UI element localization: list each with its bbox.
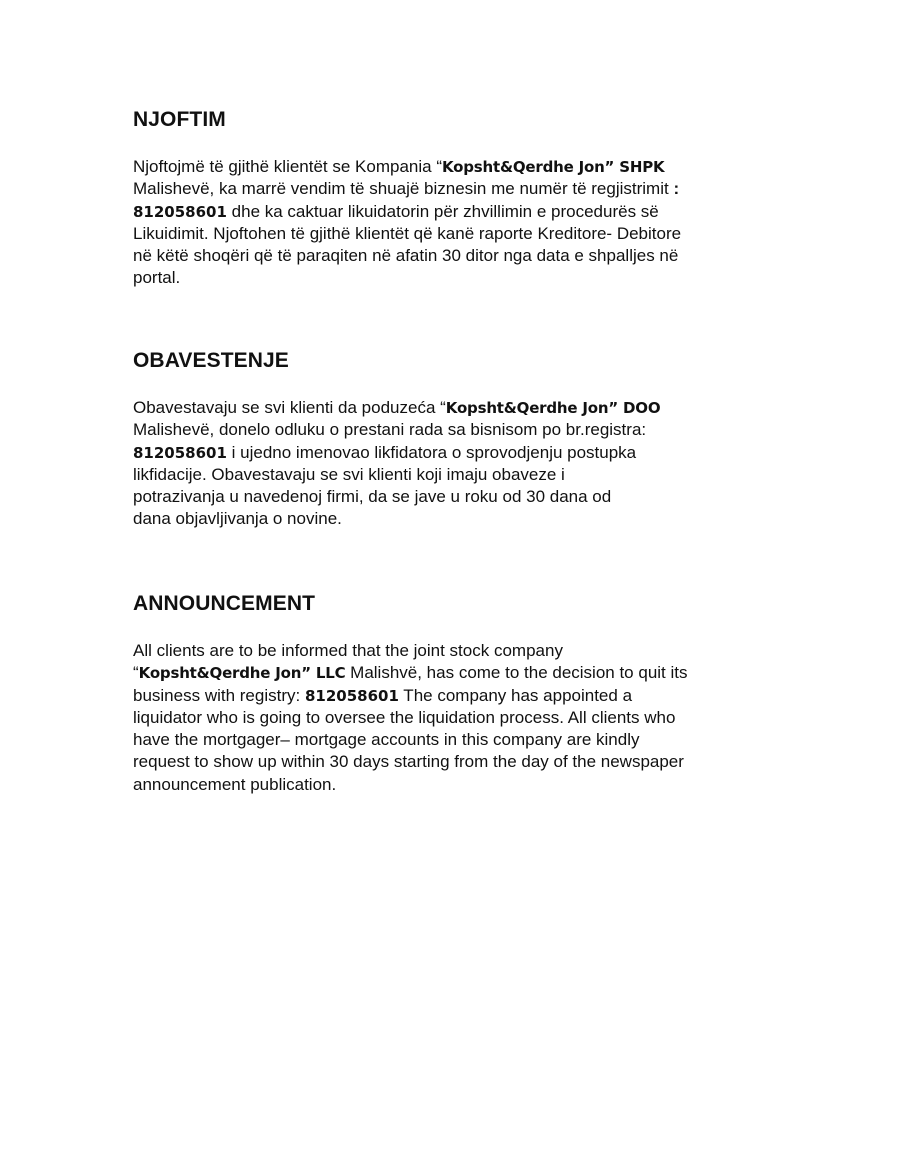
albanian-line-2-colon: : (673, 179, 680, 199)
albanian-line-2-text: Malishevë, ka marrë vendim të shuajë biznesin me numër të regjistrimit (133, 179, 674, 199)
english-line-2-quote: “ (133, 663, 139, 683)
english-line-3-text-b: The company has appointed a (398, 685, 633, 705)
registration-number: 812058601 (133, 202, 227, 221)
english-line-1: All clients are to be informed that the joint stock company (133, 641, 563, 660)
company-name: Kopsht&Qerdhe Jon” LLC (138, 664, 346, 683)
serbian-line-6: dana objavljivanja o novine. (133, 509, 342, 529)
serbian-line-2: Malishevë, donelo odluku o prestani rada sa bisnisom po br.registra: (133, 420, 647, 440)
english-line-5: have the mortgager– mortgage accounts in this company are kindly (133, 730, 640, 750)
english-heading: ANNOUNCEMENT (133, 592, 316, 615)
albanian-line-3 (133, 201, 773, 223)
company-name: Kopsht&Qerdhe Jon” DOO (445, 399, 661, 417)
albanian-line-2 (133, 178, 773, 200)
registration-number: 812058601 (304, 686, 399, 705)
albanian-line-5: në këtë shoqëri që të paraqiten në afatin 30 ditor nga data e shpalljes në (133, 246, 679, 266)
serbian-line-4: likfidacije. Obavestavaju se svi klienti koji imaju obaveze i (133, 464, 565, 484)
english-line-3 (133, 685, 773, 707)
english-paragraph (133, 640, 773, 796)
serbian-notice-section (133, 349, 773, 531)
company-name: Kopsht&Qerdhe Jon” SHPK (442, 158, 665, 176)
albanian-line-4: Likuidimit. Njoftohen të gjithë klientët që kanë raporte Kreditore- Debitore (133, 223, 682, 243)
albanian-notice-section (133, 108, 773, 290)
serbian-heading: OBAVESTENJE (133, 349, 289, 372)
serbian-paragraph (133, 397, 773, 531)
english-line-4: liquidator who is going to oversee the liquidation process. All clients who (133, 707, 676, 727)
english-line-2 (133, 662, 773, 684)
albanian-heading: NJOFTIM (133, 108, 226, 131)
serbian-line-5: potrazivanja u navedenoj firmi, da se jave u roku od 30 dana od (133, 487, 612, 507)
albanian-line-1 (133, 156, 773, 178)
albanian-line-1-text: Njoftojmë të gjithë klientët se Kompania “ (133, 157, 442, 176)
albanian-line-3-text: dhe ka caktuar likuidatorin për zhvillimin e procedurës së (226, 201, 659, 221)
english-line-6: request to show up within 30 days starting from the day of the newspaper (133, 752, 684, 772)
english-notice-section (133, 592, 773, 796)
english-line-2-text: Malishvë, has come to the decision to quit its (345, 663, 688, 683)
serbian-line-1 (133, 397, 773, 419)
registration-number: 812058601 (133, 443, 227, 462)
albanian-paragraph (133, 156, 773, 290)
serbian-line-1-text: Obavestavaju se svi klienti da poduzeća “ (133, 398, 446, 417)
albanian-line-6: portal. (133, 268, 181, 288)
serbian-line-3-text: i ujedno imenovao likfidatora o sprovodjenju postupka (226, 442, 637, 462)
serbian-line-3 (133, 442, 773, 464)
english-line-3-text-a: business with registry: (133, 685, 305, 705)
english-line-7: announcement publication. (133, 774, 337, 794)
